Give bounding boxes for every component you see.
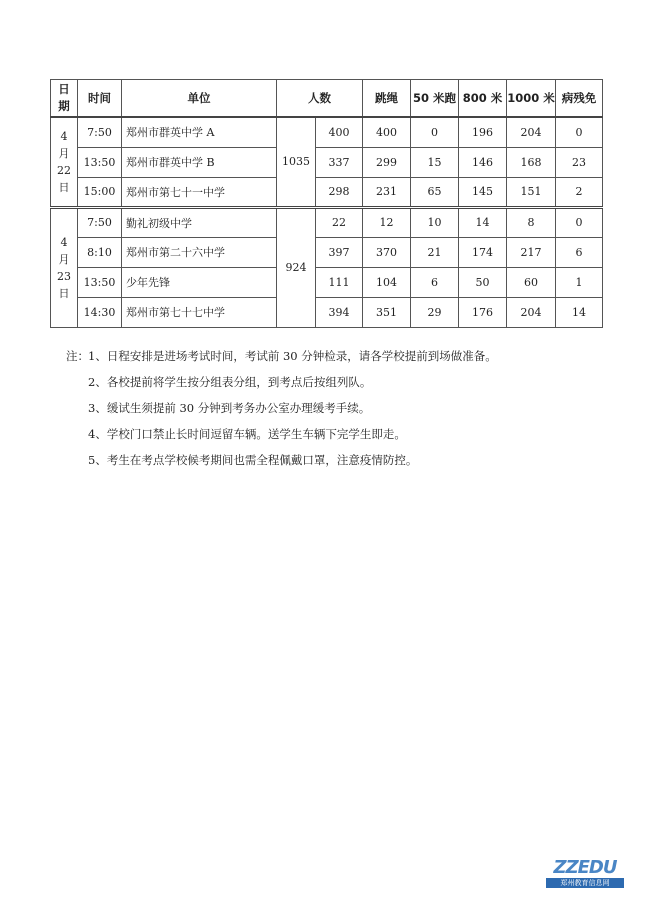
count-cell: 298 — [316, 177, 363, 207]
run1000-cell: 204 — [507, 297, 556, 327]
exempt-cell: 23 — [556, 147, 603, 177]
time-cell: 13:50 — [78, 147, 122, 177]
header-rope: 跳绳 — [363, 80, 411, 118]
rope-cell: 299 — [363, 147, 411, 177]
time-cell: 14:30 — [78, 297, 122, 327]
zzedu-logo — [545, 858, 625, 890]
table-row — [51, 297, 603, 327]
table-header-row — [51, 80, 603, 118]
rope-cell: 400 — [363, 117, 411, 147]
time-cell: 15:00 — [78, 177, 122, 207]
header-run50: 50 米跑 — [411, 80, 459, 118]
run50-cell: 10 — [411, 207, 459, 237]
unit-cell: 郑州市群英中学 A — [122, 117, 277, 147]
unit-cell: 少年先锋 — [122, 267, 277, 297]
run800-cell: 174 — [459, 237, 507, 267]
time-cell: 13:50 — [78, 267, 122, 297]
header-run800: 800 米 — [459, 80, 507, 118]
unit-cell: 郑州市群英中学 B — [122, 147, 277, 177]
notes-section — [66, 343, 606, 473]
header-time: 时间 — [78, 80, 122, 118]
run1000-cell: 8 — [507, 207, 556, 237]
total-cell-day1: 1035 — [277, 117, 316, 207]
table-row — [51, 177, 603, 207]
exempt-cell: 0 — [556, 117, 603, 147]
time-cell: 7:50 — [78, 207, 122, 237]
exam-schedule-table — [50, 79, 603, 328]
note-item: 4、学校门口禁止长时间逗留车辆。送学生车辆下完学生即走。 — [88, 427, 406, 441]
header-people: 人数 — [277, 80, 363, 118]
run50-cell: 65 — [411, 177, 459, 207]
run1000-cell: 168 — [507, 147, 556, 177]
date-cell-day1: 4 月 22 日 — [51, 117, 78, 207]
unit-cell: 郑州市第七十一中学 — [122, 177, 277, 207]
count-cell: 337 — [316, 147, 363, 177]
rope-cell: 370 — [363, 237, 411, 267]
exempt-cell: 1 — [556, 267, 603, 297]
run1000-cell: 204 — [507, 117, 556, 147]
run800-cell: 176 — [459, 297, 507, 327]
run50-cell: 29 — [411, 297, 459, 327]
exempt-cell: 0 — [556, 207, 603, 237]
run800-cell: 14 — [459, 207, 507, 237]
unit-cell: 郑州市第七十七中学 — [122, 297, 277, 327]
run1000-cell: 217 — [507, 237, 556, 267]
rope-cell: 351 — [363, 297, 411, 327]
exempt-cell: 14 — [556, 297, 603, 327]
rope-cell: 12 — [363, 207, 411, 237]
time-cell: 8:10 — [78, 237, 122, 267]
run50-cell: 21 — [411, 237, 459, 267]
run50-cell: 6 — [411, 267, 459, 297]
table-row — [51, 147, 603, 177]
count-cell: 397 — [316, 237, 363, 267]
run800-cell: 146 — [459, 147, 507, 177]
logo-subtitle: 郑州教育信息网 — [546, 878, 624, 888]
note-item: 5、考生在考点学校候考期间也需全程佩戴口罩，注意疫情防控。 — [88, 453, 418, 467]
note-item: 3、缓试生须提前 30 分钟到考务办公室办理缓考手续。 — [88, 401, 371, 415]
run50-cell: 15 — [411, 147, 459, 177]
note-item: 注：1、日程安排是进场考试时间，考试前 30 分钟检录，请各学校提前到场做准备。 — [66, 343, 606, 369]
note-item: 2、各校提前将学生按分组表分组，到考点后按组列队。 — [88, 375, 372, 389]
header-date: 日 期 — [51, 80, 78, 118]
total-cell-day2: 924 — [277, 207, 316, 327]
exempt-cell: 2 — [556, 177, 603, 207]
logo-text: ZZEDU — [553, 857, 617, 878]
header-run1000: 1000 米 — [507, 80, 556, 118]
count-cell: 394 — [316, 297, 363, 327]
unit-cell: 勤礼初级中学 — [122, 207, 277, 237]
notes-prefix: 注： — [66, 349, 89, 363]
rope-cell: 231 — [363, 177, 411, 207]
table-row — [51, 117, 603, 147]
exempt-cell: 6 — [556, 237, 603, 267]
header-unit: 单位 — [122, 80, 277, 118]
run1000-cell: 60 — [507, 267, 556, 297]
count-cell: 111 — [316, 267, 363, 297]
run800-cell: 196 — [459, 117, 507, 147]
run50-cell: 0 — [411, 117, 459, 147]
rope-cell: 104 — [363, 267, 411, 297]
unit-cell: 郑州市第二十六中学 — [122, 237, 277, 267]
run800-cell: 50 — [459, 267, 507, 297]
run800-cell: 145 — [459, 177, 507, 207]
header-exempt: 病残免 — [556, 80, 603, 118]
count-cell: 22 — [316, 207, 363, 237]
time-cell: 7:50 — [78, 117, 122, 147]
table-row — [51, 267, 603, 297]
run1000-cell: 151 — [507, 177, 556, 207]
table-row — [51, 207, 603, 237]
count-cell: 400 — [316, 117, 363, 147]
date-cell-day2: 4 月 23 日 — [51, 207, 78, 327]
table-row — [51, 237, 603, 267]
